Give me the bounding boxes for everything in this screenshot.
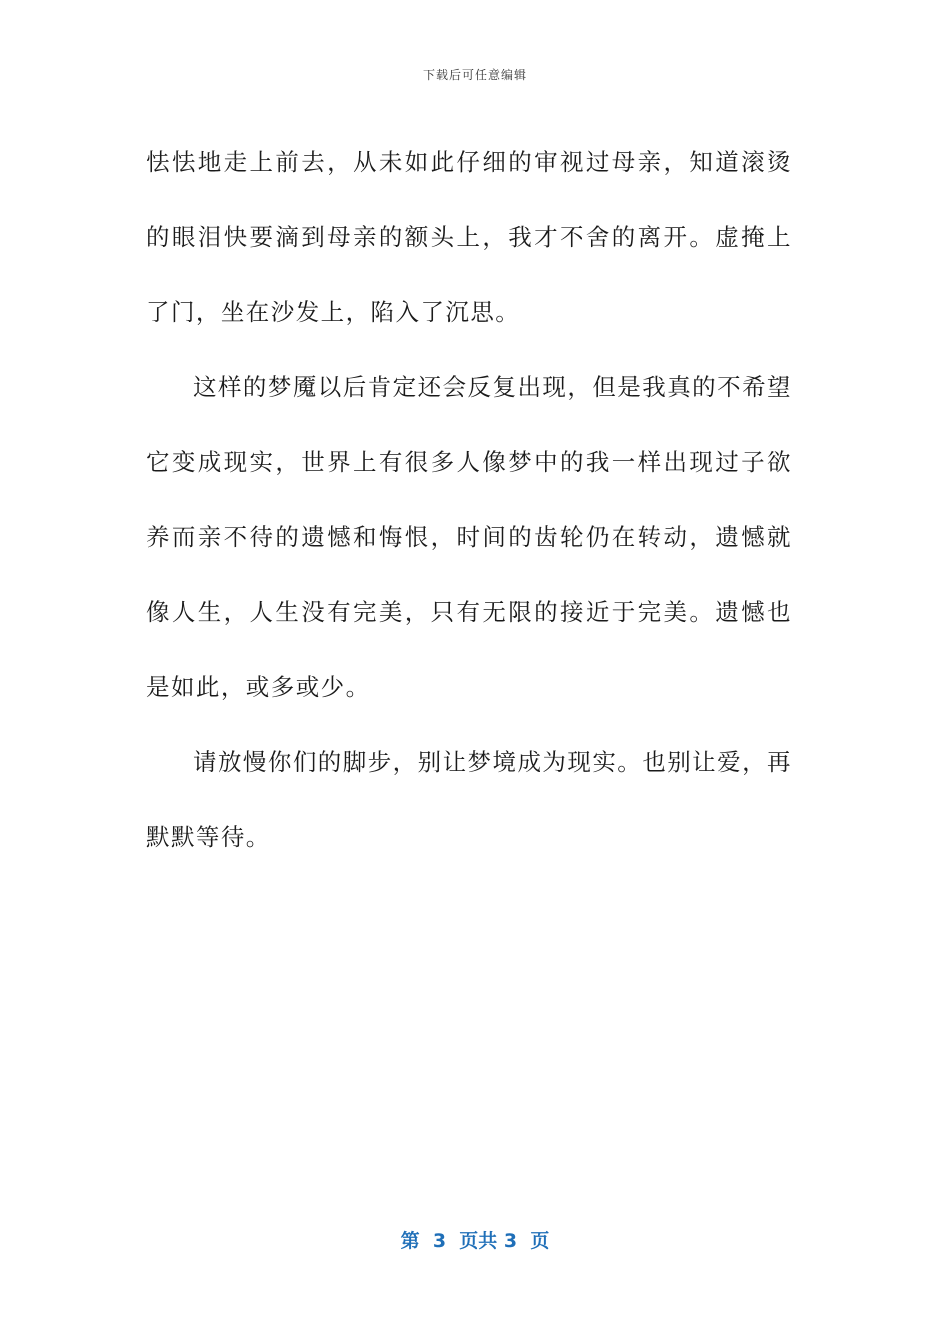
page-header: 下载后可任意编辑 <box>422 68 527 82</box>
paragraph-3: 请放慢你们的脚步，别让梦境成为现实。也别让爱，再默默等待。 <box>146 748 792 851</box>
paragraph-1: 怯怯地走上前去，从未如此仔细的审视过母亲，知道滚烫的眼泪快要滴到母亲的额头上，我才不舍的离开。虚掩上了门，坐在沙发上，陷入了沉思。 <box>146 148 792 326</box>
document-body <box>146 125 792 875</box>
page-number-footer: 第 3 页共 3 页 <box>400 1230 550 1252</box>
paragraph-2: 这样的梦魇以后肯定还会反复出现，但是我真的不希望它变成现实，世界上有很多人像梦中的我一样出现过子欲养而亲不待的遗憾和悔恨，时间的齿轮仍在转动，遗憾就像人生，人生没有完美，只有无限的接近于完美。遗憾也是如此，或多或少。 <box>146 373 792 701</box>
